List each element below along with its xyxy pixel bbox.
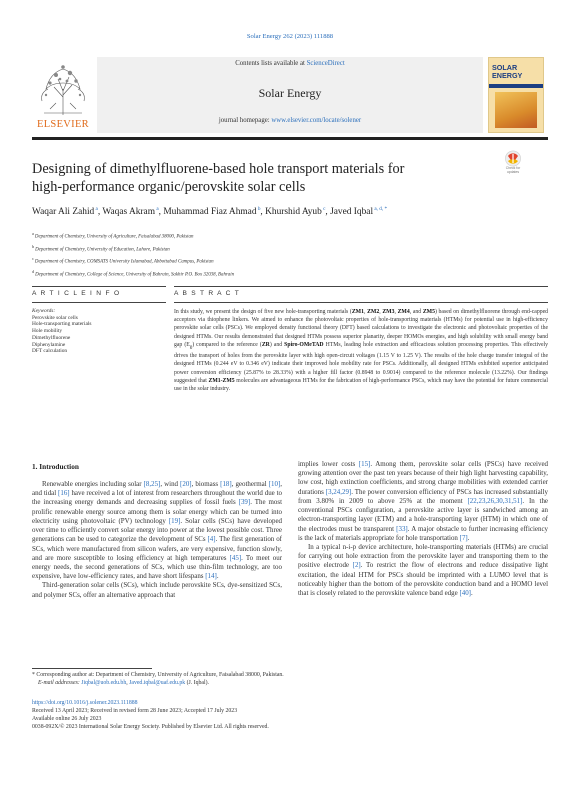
citation-link[interactable]: [3,24,29] [325, 487, 352, 496]
author-separator: , [97, 207, 103, 218]
corresponding-author: * Corresponding author at: Department of Chemistry, University of Agriculture, Faisalabad 38000, Pakistan. [32, 672, 284, 678]
left-paragraph-2: Third-generation solar cells (SCs), which include perovskite SCs, dye-sensitized SCs, and polymer SCs, offer an alternative approach that [32, 581, 282, 599]
citation-link[interactable]: [45] [229, 553, 242, 562]
citation-link[interactable]: [16] [58, 489, 70, 498]
keywords-block [32, 308, 166, 355]
affiliation-list [32, 229, 548, 280]
abstract-spiro: Spiro-OMeTAD [284, 341, 324, 348]
article-info-rule-top [32, 286, 166, 287]
author-separator: , [158, 207, 164, 218]
keyword-item: Diphenylamine [32, 341, 66, 348]
received-dates: Received 13 April 2023; Received in revised form 28 June 2023; Accepted 17 July 2023 [32, 707, 238, 714]
citation-link[interactable]: [8,25] [143, 480, 161, 488]
cover-title-line1: SOLAR [492, 63, 518, 72]
abstract-seg: molecules are advantageous HTMs for the fabrication of high-performance PSCs, which may have the potential for future commercial use in the solar industry. [174, 377, 548, 392]
left-paragraph-1 [32, 480, 282, 581]
text-run: . To meet our energy needs, the second generations of SCs, which use thin-film technology, are too expensive, have low-efficiency rates, and have short lifespans [32, 553, 283, 581]
cover-bar [489, 84, 543, 88]
homepage-prefix: journal homepage: [218, 117, 272, 124]
doi-link[interactable]: https://doi.org/10.1016/j.solener.2023.111888 [32, 700, 138, 706]
author-name[interactable]: Khurshid Ayub [265, 207, 322, 218]
citation-link[interactable]: [20] [180, 480, 192, 488]
citation-link[interactable]: [22,23,26,30,31,51] [467, 496, 523, 505]
abstract-seg: HTMs, leading hole extraction and efficacious solution processing properties. This effectively drives the transport of holes from the perovskite layer with high open-circuit voltages (1.15 V to 1.25 V). The results of the hole charge transfer integral of the designed HTMs (0.244 eV to 0.346 eV) indicate their improved hole mobility rate for PSCs. Additionally, all designed HTMs exhibited superior anticipated power conversion efficiency (25.87% to 28.33%) with a higher fill factor (0.8948 to 0.9014) compared to the reference molecule (13.22%). Our findings suggested that [174, 341, 548, 384]
header-rule [32, 137, 548, 140]
text-run: . Solar cells (SCs) have developed over time to efficiently convert solar energy into power at the lowest possible cost. Three generations can be used to categorize the development of SCs [32, 516, 282, 544]
author-name[interactable]: Waqas Akram [102, 207, 156, 218]
abstract-rule-bottom [174, 302, 548, 303]
author-list [32, 206, 548, 217]
text-run: implies lower costs [298, 460, 359, 468]
author-affiliation-marker[interactable]: a [94, 206, 98, 212]
affiliation-marker: b [32, 243, 36, 249]
affiliation-text: Department of Chemistry, University of Agriculture, Faisalabad 38000, Pakistan [34, 234, 194, 240]
author-name[interactable]: Javed Iqbal [330, 207, 374, 218]
homepage-line [97, 117, 483, 124]
elsevier-wordmark: ELSEVIER [37, 119, 89, 130]
affiliation-text: Department of Chemistry, College of Science, University of Bahrain, Sakhir P.O. Box 32038, Bahrain [35, 272, 235, 278]
text-run: Renewable energies including solar [42, 480, 144, 488]
abstract-zm2: ZM2 [367, 309, 380, 315]
email-label: E-mail addresses: [38, 679, 82, 686]
badge-line-2: updates [506, 169, 520, 174]
abstract-zm1-zm5: ZM1-ZM5 [208, 377, 235, 384]
citation-link[interactable]: [4] [207, 535, 216, 544]
keyword-item: Hole mobility [32, 328, 63, 335]
text-run: . A major obstacle to further increasing efficiency is the lack of materials appropriate for hole transportation [298, 524, 548, 542]
text-run: In a typical n-i-p device architecture, hole-transporting materials (HTMs) are crucial for carrying out hole extraction from the perovskite layer and transporting them to the positive electrode [298, 542, 548, 570]
sciencedirect-link[interactable]: ScienceDirect [306, 60, 345, 67]
copyright-line: 0038-092X/© 2023 International Solar Energy Society. Published by Elsevier Ltd. All rights reserved. [32, 723, 269, 730]
citation-link[interactable]: [40] [459, 589, 471, 598]
abstract-seg: ) based on dimethylfluorene through end-capped acceptors via thiophene linkers. We aimed to enhance the photovoltaic properties of hole-transporting materials (HTMs) for potential use in high-efficiency perovskite solar cells (PSCs). We employed density functional theory (DFT) based calculations to investigate the electronic and photovoltaic properties of the designed HTMs. Our results demonstrated that designed HTMs possess superior planarity, deeper HOMOs energies, and high solubility with small energy band gap (E [174, 309, 549, 348]
email-link-1[interactable]: Jiqbal@uob.edu.bh [81, 679, 127, 686]
affiliation-marker: d [32, 268, 36, 274]
cover-title [492, 64, 542, 80]
text-run: , biomass [191, 480, 221, 488]
affiliation-text: Department of Chemistry, COMSATS University Islamabad, Abbottabad Campus, Pakistan [34, 259, 214, 265]
citation-link[interactable]: [10] [268, 480, 281, 488]
text-run: , and tidal [32, 480, 282, 498]
left-column [32, 480, 282, 600]
author-affiliation-marker[interactable]: a [155, 206, 159, 212]
footnote-rule [32, 668, 152, 669]
keyword-item: Perovskite solar cells [32, 314, 78, 321]
abstract-zr: ZR [261, 341, 270, 348]
abstract-eg-sub: g [189, 344, 193, 350]
cover-title-line2: ENERGY [492, 71, 523, 80]
text-run: . To restrict the flow of electrons and reduce dissipative light excitation, the ideal HTM for PSCs should be imprinted with a LUMO level that is noticeably higher than the bottom of the perovskite conduction band and a HOMO level that is closely related to the perovskite valence band edge [298, 561, 548, 598]
contents-line [97, 60, 483, 67]
journal-reference[interactable]: Solar Energy 262 (2023) 111888 [246, 33, 334, 40]
text-run: . [471, 589, 473, 598]
author-affiliation-marker[interactable]: c [321, 206, 326, 212]
affiliation [32, 229, 548, 242]
abstract-zm4: ZM4 [397, 309, 410, 315]
email-line [32, 680, 548, 688]
citation-link[interactable]: [39] [238, 498, 251, 507]
affiliation-marker: c [32, 256, 35, 262]
citation-link[interactable]: [14] [205, 572, 217, 581]
abstract-zm5: ZM5 [422, 309, 435, 315]
cover-image [495, 92, 537, 128]
badge-line-1: Check for [505, 166, 521, 170]
right-paragraph-1 [298, 460, 548, 543]
elsevier-tree-icon [36, 59, 90, 115]
right-paragraph-2 [298, 543, 548, 598]
author-affiliation-marker[interactable]: b [256, 206, 261, 212]
abstract-zm3: ZM3 [382, 309, 395, 315]
elsevier-logo [32, 57, 94, 133]
author-separator: , [325, 207, 331, 218]
text-run: , wind [160, 480, 181, 488]
affiliation-marker: a [32, 231, 35, 236]
abstract-seg: In this study, we present the design of five new hole-transporting materials ( [174, 309, 352, 315]
citation-link[interactable]: [2] [352, 561, 361, 570]
abstract-rule-top [174, 286, 548, 287]
contents-prefix: Contents lists available at [235, 60, 307, 67]
keyword-item: Dimethylfluorene [32, 334, 71, 341]
article-info-heading: A R T I C L E I N F O [32, 290, 121, 297]
citation-link[interactable]: [18] [220, 480, 232, 488]
abstract-zm1: ZM1 [351, 309, 364, 315]
title-line-2: high-performance organic/perovskite solar cells [32, 178, 306, 195]
affiliation-text: Department of Chemistry, University of Education, Lahore, Pakistan [35, 247, 170, 253]
citation-link[interactable]: [15] [358, 460, 371, 468]
author-name[interactable]: Waqar Ali Zahid [32, 207, 95, 218]
check-for-updates-badge[interactable] [498, 150, 528, 178]
text-run: . [467, 533, 470, 542]
title-line-1: Designing of dimethylfluorene-based hole transport materials for [32, 161, 405, 177]
keyword-item: Hole-transporting materials [32, 321, 92, 328]
abstract-seg: ) compared to the reference ( [192, 341, 262, 348]
keywords-title: Keywords: [32, 308, 56, 314]
abstract-text: In this study, we present the design of five new hole-transporting materials (ZM1, ZM2, ZM3, ZM4, and ZM5) based on dimethylfluorene through end-capped acceptors via thiophene linkers. We aimed to enhance the photovoltaic properties of hole-transporting materials (HTMs) for potential use in high-efficiency perovskite solar cells (PSCs). We employed density functional theory (DFT) based calculations to investigate the electronic and photovoltaic properties of the designed HTMs. Our results demonstrated that designed HTMs possess superior planarity, deeper HOMOs energies, and high solubility with small energy band gap $(E_g)$ compared to the reference (ZR) and Spiro-OMeTAD HTMs, leading hole extraction and efficacious solution processing properties. This effectively drives the transport of holes from the perovskite layer with high open-circuit voltages (1.15 V to 1.25 V). The results of the hole charge transfer integral of the designed HTMs (0.244 eV to 0.346 eV) indicate their improved hole mobility rate for PSCs. Additionally, all designed HTMs exhibited superior anticipated power conversion efficiency (25.87% to 28.33%) with a higher fill factor (0.8948 to 0.9014) compared to the reference molecule (13.22%). Our findings suggested that ZM1-ZM5 molecules are advantageous HTMs for the fabrication of high-performance PSCs, which may have the potential for future commercial use in the solar industry. [174, 309, 549, 392]
email-suffix: (J. Iqbal). [185, 679, 209, 686]
author-name[interactable]: Muhammad Fiaz Ahmad [163, 207, 257, 218]
article-info-rule-bottom [32, 302, 166, 303]
abstract-heading: A B S T R A C T [174, 290, 241, 297]
email-sep: , [126, 679, 130, 686]
abstract-seg: ) and [269, 341, 285, 348]
affiliation [32, 254, 548, 267]
text-run: . Among them, perovskite solar cells (PSCs) have received growing attention over the past ten years because of their high light harvesting capability, low cost, high extinction coefficients, and strong charge mobilities with extended carrier durations [298, 460, 548, 496]
text-run: . In the conventional PSCs configuration, a perovskite active layer is sandwiched among an electron-transporting layer (ETM) and a hole-transporting layer (HTM) in which one of the electrodes must be transparent [298, 496, 548, 533]
homepage-link[interactable]: www.elsevier.com/locate/solener [271, 117, 362, 124]
citation-link[interactable]: [33] [396, 524, 408, 533]
paper-title [32, 161, 462, 196]
footnote [32, 672, 548, 688]
citation-link[interactable]: [7] [459, 533, 468, 542]
affiliation [32, 242, 548, 255]
citation-link[interactable]: [19] [168, 516, 181, 525]
intro-heading: 1. Introduction [32, 462, 79, 471]
keyword-item: DFT calculation [32, 348, 68, 355]
badge-text [498, 167, 528, 175]
check-for-updates-icon [498, 150, 528, 167]
author-separator: , [260, 207, 266, 218]
right-column [298, 460, 548, 598]
text-run: . The power conversion efficiency of PSCs has increased substantially from 3.80% in 2009 to above 25% at the moment [298, 487, 549, 505]
article-footer [32, 700, 548, 732]
affiliation [32, 267, 548, 280]
author-affiliation-marker[interactable]: a, d, * [373, 206, 388, 212]
text-run: . [216, 572, 219, 581]
journal-title: Solar Energy [258, 86, 322, 100]
text-run: have received a lot of interest from researchers throughout the world due to the increasing energy demands and decreasing supplies of fossil fuels [32, 489, 282, 507]
email-link-2[interactable]: Javed.iqbal@uaf.edu.pk [129, 679, 186, 686]
journal-cover[interactable] [488, 57, 544, 133]
available-online: Available online 26 July 2023 [32, 715, 102, 722]
text-run: . The most prolific renewable energy source among them is solar energy which can be turned into electricity using photovoltaic (PV) technology [32, 498, 282, 525]
text-run: . The first generation of SCs, which were manufactured from silicon wafers, are very expensive, function slowly, and are more susceptible to losing efficiency at high temperatures [32, 535, 282, 562]
text-run: , geothermal [231, 480, 269, 488]
